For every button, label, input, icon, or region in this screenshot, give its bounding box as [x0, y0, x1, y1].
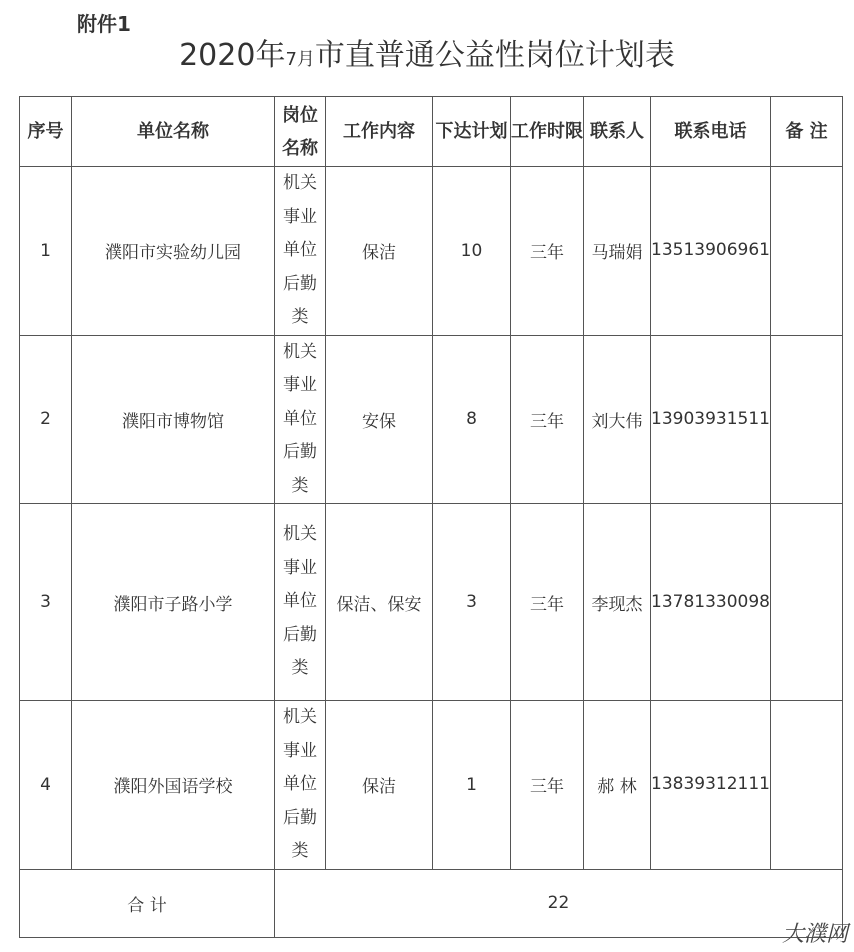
cell-phone: 13781330098	[651, 504, 771, 701]
cell-term: 三年	[511, 167, 584, 336]
cell-contact: 李现杰	[584, 504, 651, 701]
title-month: 7月	[285, 49, 315, 70]
cell-content: 保洁	[326, 701, 433, 870]
cell-plan: 3	[433, 504, 511, 701]
cell-seq: 3	[20, 504, 72, 701]
cell-unit: 濮阳外国语学校	[72, 701, 275, 870]
table-row	[20, 504, 843, 701]
page-title	[0, 30, 854, 74]
header-seq: 序号	[20, 97, 72, 167]
cell-seq: 2	[20, 335, 72, 504]
attachment-label: 附件1	[77, 12, 131, 36]
cell-post: 机关事业单位后勤类	[275, 701, 326, 870]
table-row	[20, 335, 843, 504]
header-note: 备 注	[770, 97, 842, 167]
cell-note	[770, 167, 842, 336]
title-year: 2020年	[179, 38, 286, 73]
cell-phone: 13903931511	[651, 335, 771, 504]
cell-note	[770, 504, 842, 701]
header-post: 岗位名称	[275, 97, 326, 167]
cell-contact: 马瑞娟	[584, 167, 651, 336]
cell-seq: 1	[20, 167, 72, 336]
cell-term: 三年	[511, 335, 584, 504]
cell-plan: 1	[433, 701, 511, 870]
cell-contact: 郝 林	[584, 701, 651, 870]
cell-term: 三年	[511, 504, 584, 701]
cell-phone: 13839312111	[651, 701, 771, 870]
plan-table	[19, 96, 843, 938]
cell-term: 三年	[511, 701, 584, 870]
title-rest: 市直普通公益性岗位计划表	[314, 38, 675, 73]
watermark: 大濮网	[781, 922, 848, 947]
cell-content: 保洁、保安	[326, 504, 433, 701]
cell-plan: 10	[433, 167, 511, 336]
cell-content: 安保	[326, 335, 433, 504]
table-row	[20, 167, 843, 336]
header-phone: 联系电话	[651, 97, 771, 167]
header-plan: 下达计划	[433, 97, 511, 167]
cell-post: 机关事业单位后勤类	[275, 167, 326, 336]
cell-seq: 4	[20, 701, 72, 870]
cell-unit: 濮阳市子路小学	[72, 504, 275, 701]
cell-post: 机关事业单位后勤类	[275, 504, 326, 701]
cell-unit: 濮阳市博物馆	[72, 335, 275, 504]
cell-note	[770, 335, 842, 504]
cell-note	[770, 701, 842, 870]
header-unit: 单位名称	[72, 97, 275, 167]
cell-content: 保洁	[326, 167, 433, 336]
cell-contact: 刘大伟	[584, 335, 651, 504]
header-content: 工作内容	[326, 97, 433, 167]
cell-post: 机关事业单位后勤类	[275, 335, 326, 504]
header-row	[20, 97, 843, 167]
cell-phone: 13513906961	[651, 167, 771, 336]
header-term: 工作时限	[511, 97, 584, 167]
table-row	[20, 701, 843, 870]
total-row	[20, 869, 843, 937]
cell-unit: 濮阳市实验幼儿园	[72, 167, 275, 336]
cell-plan: 8	[433, 335, 511, 504]
header-contact: 联系人	[584, 97, 651, 167]
total-value: 22	[275, 869, 843, 937]
total-label: 合 计	[20, 869, 275, 937]
